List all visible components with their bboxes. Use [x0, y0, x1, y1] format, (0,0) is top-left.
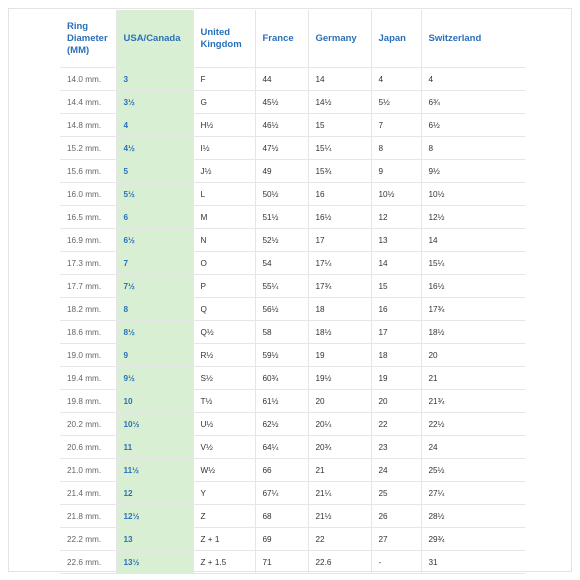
cell-diameter: 16.9 mm.	[60, 229, 116, 252]
header-germany: Germany	[308, 10, 371, 68]
cell-usa-canada: 9	[116, 344, 193, 367]
table-row	[60, 229, 525, 252]
cell-france: 61½	[255, 390, 308, 413]
cell-switzerland: 15¼	[421, 252, 525, 275]
cell-uk: I½	[193, 137, 255, 160]
cell-switzerland: 9½	[421, 160, 525, 183]
cell-germany: 17¾	[308, 275, 371, 298]
cell-japan: 20	[371, 390, 421, 413]
cell-germany: 15¾	[308, 160, 371, 183]
cell-diameter: 15.2 mm.	[60, 137, 116, 160]
header-ring-diameter: Ring Diameter (MM)	[60, 10, 116, 68]
cell-japan: 16	[371, 298, 421, 321]
table-row	[60, 183, 525, 206]
table-row	[60, 252, 525, 275]
cell-germany: 18	[308, 298, 371, 321]
cell-japan: 25	[371, 482, 421, 505]
cell-japan: 22	[371, 413, 421, 436]
cell-diameter: 19.0 mm.	[60, 344, 116, 367]
cell-switzerland: 29¾	[421, 528, 525, 551]
table-row	[60, 528, 525, 551]
cell-uk: H½	[193, 114, 255, 137]
cell-usa-canada: 3½	[116, 91, 193, 114]
cell-switzerland: 10½	[421, 183, 525, 206]
cell-diameter: 19.8 mm.	[60, 390, 116, 413]
cell-usa-canada: 12	[116, 482, 193, 505]
cell-japan: 4	[371, 68, 421, 91]
cell-diameter: 17.7 mm.	[60, 275, 116, 298]
header-switzerland: Switzerland	[421, 10, 525, 68]
table-row	[60, 206, 525, 229]
cell-france: 68	[255, 505, 308, 528]
cell-diameter: 14.4 mm.	[60, 91, 116, 114]
table-row	[60, 298, 525, 321]
cell-uk: G	[193, 91, 255, 114]
cell-uk: Y	[193, 482, 255, 505]
table-row	[60, 91, 525, 114]
cell-usa-canada: 11½	[116, 459, 193, 482]
cell-switzerland: 6¾	[421, 91, 525, 114]
cell-diameter: 15.6 mm.	[60, 160, 116, 183]
cell-germany: 22.6	[308, 551, 371, 574]
cell-uk: Q	[193, 298, 255, 321]
cell-diameter: 16.0 mm.	[60, 183, 116, 206]
cell-diameter: 18.6 mm.	[60, 321, 116, 344]
cell-switzerland: 8	[421, 137, 525, 160]
cell-uk: U½	[193, 413, 255, 436]
cell-japan: 10½	[371, 183, 421, 206]
cell-switzerland: 20	[421, 344, 525, 367]
cell-diameter: 21.8 mm.	[60, 505, 116, 528]
cell-japan: 15	[371, 275, 421, 298]
cell-france: 50½	[255, 183, 308, 206]
cell-switzerland: 24	[421, 436, 525, 459]
cell-usa-canada: 13	[116, 528, 193, 551]
cell-france: 44	[255, 68, 308, 91]
cell-japan: 9	[371, 160, 421, 183]
cell-germany: 14½	[308, 91, 371, 114]
cell-diameter: 21.0 mm.	[60, 459, 116, 482]
cell-japan: 12	[371, 206, 421, 229]
cell-switzerland: 21	[421, 367, 525, 390]
table-row	[60, 459, 525, 482]
cell-uk: P	[193, 275, 255, 298]
cell-usa-canada: 10	[116, 390, 193, 413]
cell-usa-canada: 8	[116, 298, 193, 321]
table-row	[60, 390, 525, 413]
cell-switzerland: 16½	[421, 275, 525, 298]
cell-france: 59½	[255, 344, 308, 367]
table-row	[60, 436, 525, 459]
cell-uk: M	[193, 206, 255, 229]
cell-uk: V½	[193, 436, 255, 459]
cell-uk: L	[193, 183, 255, 206]
cell-switzerland: 17¾	[421, 298, 525, 321]
cell-france: 45½	[255, 91, 308, 114]
cell-france: 56½	[255, 298, 308, 321]
cell-germany: 20	[308, 390, 371, 413]
cell-usa-canada: 11	[116, 436, 193, 459]
cell-france: 64¼	[255, 436, 308, 459]
cell-switzerland: 6½	[421, 114, 525, 137]
cell-japan: 23	[371, 436, 421, 459]
cell-germany: 20¾	[308, 436, 371, 459]
table-row	[60, 114, 525, 137]
cell-switzerland: 31	[421, 551, 525, 574]
cell-france: 62½	[255, 413, 308, 436]
cell-france: 47½	[255, 137, 308, 160]
cell-japan: 7	[371, 114, 421, 137]
cell-switzerland: 27¼	[421, 482, 525, 505]
cell-usa-canada: 13½	[116, 551, 193, 574]
cell-diameter: 14.0 mm.	[60, 68, 116, 91]
cell-usa-canada: 8½	[116, 321, 193, 344]
cell-usa-canada: 7	[116, 252, 193, 275]
ring-size-conversion-table	[60, 10, 525, 574]
cell-japan: 24	[371, 459, 421, 482]
cell-switzerland: 25½	[421, 459, 525, 482]
header-usa-canada: USA/Canada	[116, 10, 193, 68]
cell-switzerland: 18½	[421, 321, 525, 344]
cell-japan: 26	[371, 505, 421, 528]
cell-germany: 21¼	[308, 482, 371, 505]
table-row	[60, 482, 525, 505]
cell-germany: 15	[308, 114, 371, 137]
cell-germany: 22	[308, 528, 371, 551]
cell-diameter: 21.4 mm.	[60, 482, 116, 505]
cell-germany: 19	[308, 344, 371, 367]
cell-france: 52½	[255, 229, 308, 252]
cell-japan: 13	[371, 229, 421, 252]
cell-diameter: 17.3 mm.	[60, 252, 116, 275]
cell-france: 58	[255, 321, 308, 344]
cell-germany: 17	[308, 229, 371, 252]
cell-usa-canada: 4½	[116, 137, 193, 160]
cell-switzerland: 21¾	[421, 390, 525, 413]
table-row	[60, 551, 525, 574]
cell-switzerland: 28½	[421, 505, 525, 528]
cell-japan: 27	[371, 528, 421, 551]
cell-diameter: 20.2 mm.	[60, 413, 116, 436]
table-row	[60, 275, 525, 298]
cell-switzerland: 12½	[421, 206, 525, 229]
cell-germany: 14	[308, 68, 371, 91]
header-united-kingdom: United Kingdom	[193, 10, 255, 68]
cell-japan: 14	[371, 252, 421, 275]
cell-uk: Q½	[193, 321, 255, 344]
cell-france: 49	[255, 160, 308, 183]
cell-france: 51½	[255, 206, 308, 229]
cell-japan: 5½	[371, 91, 421, 114]
cell-france: 67¼	[255, 482, 308, 505]
table-row	[60, 160, 525, 183]
cell-usa-canada: 12½	[116, 505, 193, 528]
cell-uk: J½	[193, 160, 255, 183]
cell-switzerland: 4	[421, 68, 525, 91]
header-japan: Japan	[371, 10, 421, 68]
table-row	[60, 321, 525, 344]
cell-france: 54	[255, 252, 308, 275]
table-row	[60, 344, 525, 367]
cell-japan: 19	[371, 367, 421, 390]
cell-usa-canada: 7½	[116, 275, 193, 298]
cell-uk: W½	[193, 459, 255, 482]
cell-uk: F	[193, 68, 255, 91]
cell-switzerland: 14	[421, 229, 525, 252]
cell-switzerland: 22½	[421, 413, 525, 436]
cell-diameter: 22.2 mm.	[60, 528, 116, 551]
cell-usa-canada: 5½	[116, 183, 193, 206]
cell-usa-canada: 4	[116, 114, 193, 137]
cell-germany: 16	[308, 183, 371, 206]
cell-usa-canada: 9½	[116, 367, 193, 390]
table-row	[60, 137, 525, 160]
cell-france: 66	[255, 459, 308, 482]
table-row	[60, 413, 525, 436]
cell-usa-canada: 6½	[116, 229, 193, 252]
cell-diameter: 16.5 mm.	[60, 206, 116, 229]
cell-uk: Z + 1.5	[193, 551, 255, 574]
cell-usa-canada: 5	[116, 160, 193, 183]
cell-japan: 18	[371, 344, 421, 367]
cell-usa-canada: 10½	[116, 413, 193, 436]
header-france: France	[255, 10, 308, 68]
cell-uk: S½	[193, 367, 255, 390]
cell-diameter: 18.2 mm.	[60, 298, 116, 321]
cell-germany: 20¼	[308, 413, 371, 436]
cell-france: 69	[255, 528, 308, 551]
cell-uk: T½	[193, 390, 255, 413]
cell-germany: 17¼	[308, 252, 371, 275]
cell-diameter: 19.4 mm.	[60, 367, 116, 390]
header-row	[60, 10, 525, 68]
cell-germany: 15¼	[308, 137, 371, 160]
table-row	[60, 68, 525, 91]
cell-uk: Z + 1	[193, 528, 255, 551]
table-row	[60, 367, 525, 390]
cell-uk: Z	[193, 505, 255, 528]
cell-france: 60¾	[255, 367, 308, 390]
cell-france: 71	[255, 551, 308, 574]
cell-japan: 17	[371, 321, 421, 344]
cell-germany: 19½	[308, 367, 371, 390]
cell-france: 55¼	[255, 275, 308, 298]
table-row	[60, 505, 525, 528]
cell-uk: N	[193, 229, 255, 252]
cell-japan: 8	[371, 137, 421, 160]
cell-japan: -	[371, 551, 421, 574]
cell-germany: 21½	[308, 505, 371, 528]
cell-usa-canada: 6	[116, 206, 193, 229]
cell-diameter: 14.8 mm.	[60, 114, 116, 137]
cell-germany: 21	[308, 459, 371, 482]
cell-uk: O	[193, 252, 255, 275]
cell-usa-canada: 3	[116, 68, 193, 91]
cell-france: 46½	[255, 114, 308, 137]
cell-germany: 16½	[308, 206, 371, 229]
cell-uk: R½	[193, 344, 255, 367]
cell-diameter: 20.6 mm.	[60, 436, 116, 459]
cell-diameter: 22.6 mm.	[60, 551, 116, 574]
cell-germany: 18½	[308, 321, 371, 344]
